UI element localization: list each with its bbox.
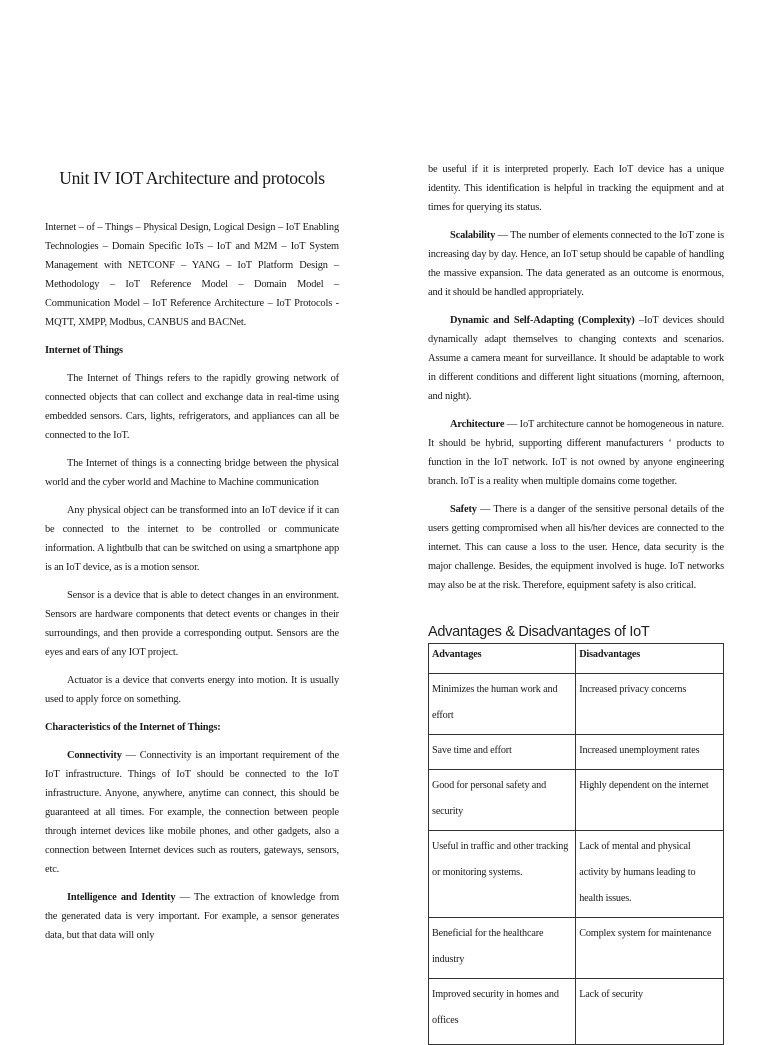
term-dynamic: Dynamic and Self-Adapting (Complexity): [450, 315, 635, 326]
table-cell-advantage: Useful in traffic and other tracking or monitoring systems.: [429, 831, 576, 918]
table-row: [429, 735, 724, 770]
table-cell-advantage: Save time and effort: [429, 735, 576, 770]
text-connectivity: — Connectivity is an important requirement of the IoT infrastructure. Things of IoT should be connected to the IoT infrastructure. Anyone, anywhere, anytime can connect, this should be guaranteed at all times. For example, the connection between people through internet devices like mobile phones, and other gadgets, also a connection between Internet devices such as routers, gateways, sensors, etc.: [45, 750, 339, 875]
paragraph-connectivity: [45, 746, 339, 879]
paragraph-sensor: Sensor is a device that is able to detect changes in an environment. Sensors are hardware components that detect events or changes in their surroundings, and then provide a corresponding output. Sensors are the eyes and ears of any IOT project.: [45, 590, 339, 658]
heading-internet-of-things: Internet of Things: [45, 345, 123, 356]
heading-advantages-disadvantages: Advantages & Disadvantages of IoT: [428, 624, 650, 640]
table-cell-advantage: Good for personal safety and security: [429, 770, 576, 831]
term-safety: Safety: [450, 504, 477, 515]
text-dynamic: –IoT devices should dynamically adapt themselves to changing contexts and scenarios. Assume a camera meant for surveillance. It should be adaptable to work in different conditions and different light situations (morning, afternoon, and night).: [428, 315, 724, 402]
table-row: [429, 831, 724, 918]
text-intelligence: — The extraction of knowledge from the generated data is very important. For example, a sensor generates data, but that data will only: [45, 892, 339, 941]
paragraph-iot-bridge: The Internet of things is a connecting bridge between the physical world and the cyber world and Machine to Machine communication: [45, 458, 339, 488]
paragraph-iot-device: Any physical object can be transformed into an IoT device if it can be connected to the internet to be controlled or communicate information. A lightbulb that can be switched on using a smartphone app is an IoT device, as is a motion sensor.: [45, 505, 339, 573]
heading-characteristics: Characteristics of the Internet of Things:: [45, 722, 221, 733]
table-cell-advantage: Beneficial for the healthcare industry: [429, 918, 576, 979]
paragraph-intelligence: [45, 888, 339, 945]
paragraph-safety: [428, 500, 724, 595]
term-intelligence: Intelligence and Identity: [67, 892, 176, 903]
table-cell-disadvantage: Increased privacy concerns: [576, 674, 724, 735]
intro-paragraph: Internet – of – Things – Physical Design, Logical Design – IoT Enabling Technologies – Domain Specific IoTs – IoT and M2M – IoT System Management with NETCONF – YANG – IoT Platform Design – Methodology – IoT Reference Model – Domain Model – Communication Model – IoT Reference Architecture – IoT Protocols - MQTT, XMPP, Modbus, CANBUS and BACNet.: [45, 222, 339, 328]
table-cell-disadvantage: Lack of security: [576, 979, 724, 1045]
column-header-disadvantages: Disadvantages: [576, 644, 724, 674]
page-title: Unit IV IOT Architecture and protocols: [59, 168, 325, 188]
column-header-advantages: Advantages: [429, 644, 576, 674]
paragraph-iot-definition: The Internet of Things refers to the rapidly growing network of connected objects that can collect and exchange data in real-time using embedded sensors. Cars, lights, refrigerators, and appliances can all be connected to the IoT.: [45, 373, 339, 441]
table-cell-advantage: Minimizes the human work and effort: [429, 674, 576, 735]
left-column: [45, 160, 339, 954]
table-row: [429, 979, 724, 1045]
paragraph-identity-continued: be useful if it is interpreted properly. Each IoT device has a unique identity. This identification is helpful in tracking the equipment and at times for querying its status.: [428, 164, 724, 213]
text-safety: — There is a danger of the sensitive personal details of the users getting compromised when all his/her devices are connected to the internet. This can cause a loss to the user. Hence, data security is the major challenge. Besides, the equipment involved is huge. IoT networks may also be at the risk. Therefore, equipment safety is also critical.: [428, 504, 724, 591]
table-cell-disadvantage: Increased unemployment rates: [576, 735, 724, 770]
text-scalability: — The number of elements connected to the IoT zone is increasing day by day. Hence, an IoT setup should be capable of handling the massive expansion. The data generated as an outcome is enormous, and it should be handled appropriately.: [428, 230, 724, 298]
right-column: [428, 160, 724, 1045]
text-architecture: — IoT architecture cannot be homogeneous in nature. It should be hybrid, supporting different manufacturers ‘ products to function in the IoT network. IoT is not owned by anyone engineering branch. IoT is a reality when multiple domains come together.: [428, 419, 724, 487]
table-cell-disadvantage: Complex system for maintenance: [576, 918, 724, 979]
paragraph-actuator: Actuator is a device that converts energy into motion. It is usually used to apply force on something.: [45, 675, 339, 705]
table-cell-disadvantage: Lack of mental and physical activity by humans leading to health issues.: [576, 831, 724, 918]
table-row: [429, 770, 724, 831]
paragraph-dynamic: [428, 311, 724, 406]
advantages-table: [428, 643, 724, 1045]
table-cell-disadvantage: Highly dependent on the internet: [576, 770, 724, 831]
table-row: [429, 674, 724, 735]
term-architecture: Architecture: [450, 419, 505, 430]
table-row: [429, 918, 724, 979]
paragraph-architecture: [428, 415, 724, 491]
table-header-row: [429, 644, 724, 674]
paragraph-scalability: [428, 226, 724, 302]
term-scalability: Scalability: [450, 230, 496, 241]
table-cell-advantage: Improved security in homes and offices: [429, 979, 576, 1045]
term-connectivity: Connectivity: [67, 750, 122, 761]
